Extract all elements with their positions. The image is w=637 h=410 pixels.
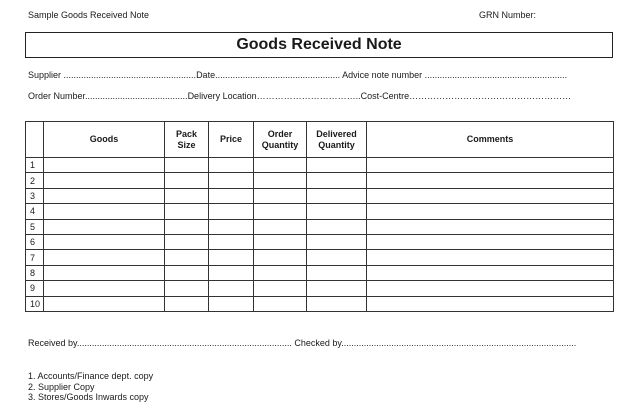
delivered-quantity-cell[interactable]: [307, 173, 367, 188]
page-title: Goods Received Note: [236, 36, 402, 53]
comments-cell[interactable]: [367, 188, 614, 203]
price-cell[interactable]: [209, 158, 254, 173]
goods-cell[interactable]: [44, 204, 165, 219]
copy-item: 2. Supplier Copy: [28, 381, 95, 392]
comments-cell[interactable]: [367, 204, 614, 219]
table-row: [26, 265, 614, 280]
advice-dots: .........................................................: [422, 70, 568, 80]
cost-centre-label: Cost-Centre: [360, 91, 410, 101]
delivered-quantity-cell[interactable]: [307, 265, 367, 280]
row-number: 9: [26, 281, 44, 296]
title-box: [25, 32, 613, 58]
order-quantity-cell[interactable]: [254, 173, 307, 188]
row-number: 1: [26, 158, 44, 173]
supplier-label: Supplier: [28, 70, 62, 80]
comments-cell[interactable]: [367, 158, 614, 173]
grn-number-label: GRN Number:: [479, 10, 537, 20]
order-quantity-cell[interactable]: [254, 219, 307, 234]
price-cell[interactable]: [209, 234, 254, 249]
price-cell[interactable]: [209, 281, 254, 296]
row-number: 5: [26, 219, 44, 234]
goods-cell[interactable]: [44, 234, 165, 249]
cost-centre-dots: ………………………………………………: [409, 91, 572, 101]
order-quantity-cell[interactable]: [254, 234, 307, 249]
comments-cell[interactable]: [367, 265, 614, 280]
table-row: [26, 250, 614, 265]
pack-size-cell[interactable]: [165, 296, 209, 311]
delivered-quantity-cell[interactable]: [307, 250, 367, 265]
order-quantity-cell[interactable]: [254, 296, 307, 311]
pack-size-cell[interactable]: [165, 234, 209, 249]
delivered-quantity-cell[interactable]: [307, 234, 367, 249]
goods-cell[interactable]: [44, 281, 165, 296]
row-number: 6: [26, 234, 44, 249]
delivered-quantity-cell[interactable]: [307, 281, 367, 296]
row-number: 4: [26, 204, 44, 219]
order-number-label: Order Number: [28, 91, 86, 101]
table-row: [26, 296, 614, 311]
goods-cell[interactable]: [44, 250, 165, 265]
table-header-row: [26, 122, 614, 158]
date-dots: ..................................................: [215, 70, 343, 80]
pack-size-cell[interactable]: [165, 173, 209, 188]
comments-cell[interactable]: [367, 281, 614, 296]
table-row: [26, 188, 614, 203]
order-quantity-cell[interactable]: [254, 188, 307, 203]
price-cell[interactable]: [209, 173, 254, 188]
table-row: [26, 234, 614, 249]
goods-table: [25, 121, 614, 312]
copy-item: 1. Accounts/Finance dept. copy: [28, 371, 154, 381]
price-cell[interactable]: [209, 188, 254, 203]
order-delivery-cost-line: [28, 91, 571, 101]
table-row: [26, 158, 614, 173]
col-header-order-quantity: Order Quantity: [254, 122, 307, 158]
table-row: [26, 173, 614, 188]
pack-size-cell[interactable]: [165, 219, 209, 234]
price-cell[interactable]: [209, 296, 254, 311]
delivery-dots: ……………………………..: [256, 91, 361, 101]
supplier-dots: .....................................................: [61, 70, 197, 80]
col-header-pack-size: Pack Size: [165, 122, 209, 158]
comments-cell[interactable]: [367, 234, 614, 249]
col-header-goods: Goods: [44, 122, 165, 158]
checked-by-label: Checked by: [294, 338, 342, 348]
supplier-date-advice-line: [28, 70, 567, 80]
pack-size-cell[interactable]: [165, 250, 209, 265]
goods-cell[interactable]: [44, 265, 165, 280]
copies-list: [28, 371, 153, 403]
order-dots: .........................................: [85, 91, 188, 101]
order-quantity-cell[interactable]: [254, 250, 307, 265]
goods-cell[interactable]: [44, 173, 165, 188]
pack-size-cell[interactable]: [165, 265, 209, 280]
delivered-quantity-cell[interactable]: [307, 204, 367, 219]
table-row: [26, 219, 614, 234]
order-quantity-cell[interactable]: [254, 281, 307, 296]
checked-by-dots: ..............................................................................................: [341, 338, 577, 348]
order-quantity-cell[interactable]: [254, 204, 307, 219]
price-cell[interactable]: [209, 250, 254, 265]
row-number: 7: [26, 250, 44, 265]
delivered-quantity-cell[interactable]: [307, 188, 367, 203]
col-header-price: Price: [209, 122, 254, 158]
price-cell[interactable]: [209, 265, 254, 280]
goods-cell[interactable]: [44, 158, 165, 173]
date-label: Date: [196, 70, 216, 80]
pack-size-cell[interactable]: [165, 158, 209, 173]
comments-cell[interactable]: [367, 296, 614, 311]
comments-cell[interactable]: [367, 250, 614, 265]
delivered-quantity-cell[interactable]: [307, 296, 367, 311]
order-quantity-cell[interactable]: [254, 265, 307, 280]
received-by-dots: ......................................................................................: [76, 338, 295, 348]
copy-item: 3. Stores/Goods Inwards copy: [28, 392, 149, 402]
signature-line: [28, 338, 576, 348]
col-header-number: [26, 122, 44, 158]
row-number: 10: [26, 296, 44, 311]
col-header-delivered-quantity: Delivered Quantity: [307, 122, 367, 158]
comments-cell[interactable]: [367, 219, 614, 234]
goods-cell[interactable]: [44, 296, 165, 311]
delivered-quantity-cell[interactable]: [307, 158, 367, 173]
pack-size-cell[interactable]: [165, 281, 209, 296]
col-header-comments: Comments: [367, 122, 614, 158]
row-number: 2: [26, 173, 44, 188]
goods-cell[interactable]: [44, 219, 165, 234]
table-row: [26, 281, 614, 296]
pack-size-cell[interactable]: [165, 204, 209, 219]
advice-note-label: Advice note number: [342, 70, 423, 80]
document-label: Sample Goods Received Note: [28, 10, 150, 20]
pack-size-cell[interactable]: [165, 188, 209, 203]
goods-cell[interactable]: [44, 188, 165, 203]
received-by-label: Received by: [28, 338, 77, 348]
table-row: [26, 204, 614, 219]
order-quantity-cell[interactable]: [254, 158, 307, 173]
row-number: 8: [26, 265, 44, 280]
comments-cell[interactable]: [367, 173, 614, 188]
price-cell[interactable]: [209, 204, 254, 219]
delivery-location-label: Delivery Location: [187, 91, 257, 101]
delivered-quantity-cell[interactable]: [307, 219, 367, 234]
row-number: 3: [26, 188, 44, 203]
price-cell[interactable]: [209, 219, 254, 234]
